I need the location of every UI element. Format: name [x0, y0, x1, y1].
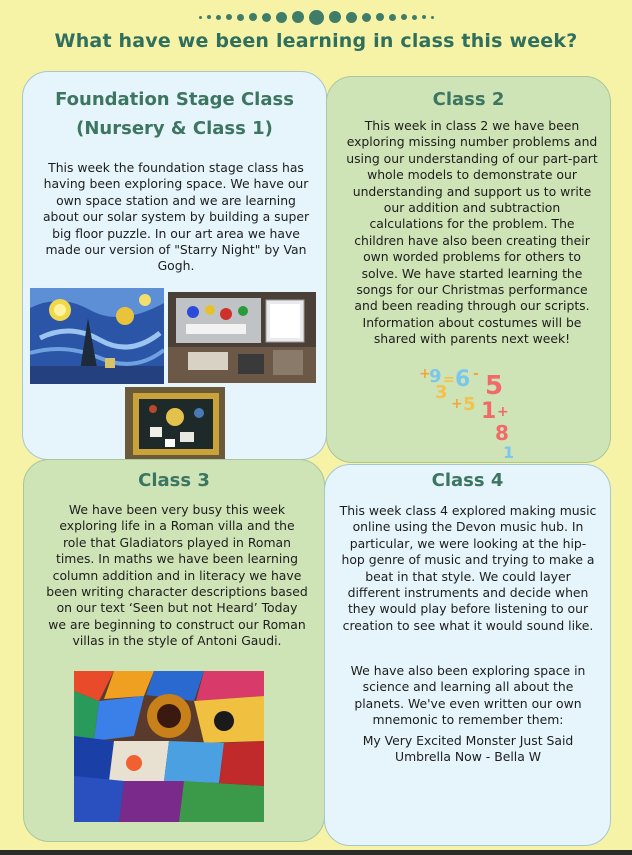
class-4-mnemonic-line1: My Very Excited Monster Just Said	[362, 733, 574, 748]
svg-text:+: +	[497, 404, 509, 420]
starry-night-artwork-photo	[30, 288, 164, 384]
svg-text:+: +	[419, 366, 431, 382]
class-4-mnemonic-line2: Umbrella Now - Bella W	[395, 749, 541, 764]
svg-text:1: 1	[481, 399, 497, 424]
svg-text:5: 5	[485, 371, 504, 401]
svg-text:9: 9	[429, 366, 442, 387]
solar-system-floor-puzzle-photo	[125, 387, 225, 460]
foundation-title-line2: (Nursery & Class 1)	[76, 118, 273, 139]
class-3-panel	[23, 459, 325, 842]
space-station-role-play-photo	[168, 292, 316, 383]
gaudi-mosaic-photo	[74, 671, 264, 822]
svg-text:5: 5	[463, 394, 476, 415]
class-3-text: We have been very busy this week exploring life in a Roman villa and the role that Gladiators played in Roman times. In maths we have been learning column addition and in literacy we have been writing character descriptions based on our text ‘Seen but not Heard’ Today we are beginning to construct our Roman villas in the style of Antoni Gaudi.	[46, 502, 308, 649]
bottom-edge-bar	[0, 850, 632, 855]
class-4-title: Class 4	[431, 470, 504, 491]
colorful-numbers-graphic	[415, 364, 520, 462]
svg-text:=: =	[443, 372, 455, 388]
class-4-para1: This week class 4 explored making music online using the Devon music hub. In particular, we were looking at the hip-hop genre of music and trying to make a beat in that style. We could layer different instruments and decide when they would play before listening to our creation to see what it would sound like.	[339, 503, 597, 633]
class-4-panel	[324, 464, 611, 846]
class-3-title: Class 3	[138, 470, 210, 491]
page-title: What have we been learning in class this week?	[54, 30, 578, 52]
class-2-text: This week in class 2 we have been exploring missing number problems and using our understanding of our part-part whole models to demonstrate our understanding and support us to write our addition and subtraction calculations for the problem. The children have also been creating their own worded problems for others to solve. We have started learning the songs for our Christmas performance and been reading through our scripts. Information about costumes will be shared with parents next week!	[346, 118, 598, 347]
class-2-title: Class 2	[432, 89, 505, 110]
svg-text:1: 1	[503, 443, 515, 462]
svg-text:6: 6	[455, 367, 471, 392]
foundation-title-line1: Foundation Stage Class	[55, 89, 294, 110]
svg-text:+: +	[451, 396, 463, 412]
svg-text:8: 8	[495, 421, 509, 445]
svg-text:3: 3	[435, 382, 448, 403]
svg-text:-: -	[473, 366, 479, 382]
foundation-stage-panel	[22, 71, 327, 460]
class-4-para2: We have also been exploring space in science and learning all about the planets. We've even written our own mnemonic to remember them:	[350, 663, 586, 728]
foundation-text: This week the foundation stage class has having been exploring space. We have our own space station and we are learning about our solar system by building a super big floor puzzle. In our art area we have made our version of "Starry Night" by Van Gogh.	[42, 160, 310, 274]
decorative-dots	[0, 8, 632, 26]
